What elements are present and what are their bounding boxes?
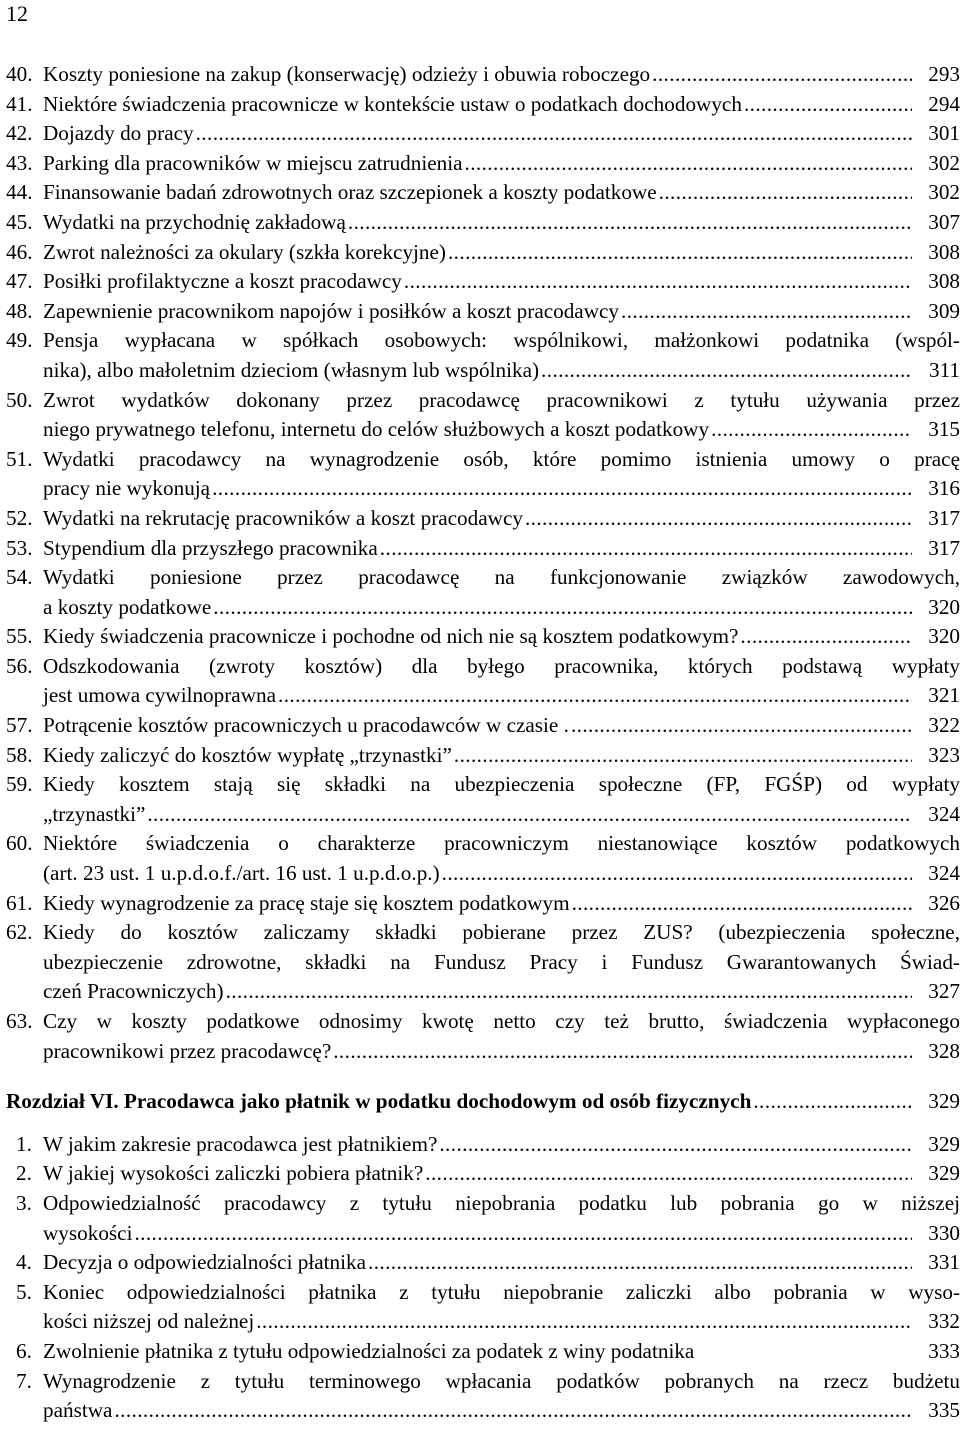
dot-leader	[276, 681, 912, 711]
toc-entry-page-number: 332	[928, 1309, 960, 1334]
toc-entry[interactable]	[0, 149, 960, 179]
toc-entry-text-line: Niektóre świadczenia o charakterze pracowniczym niestanowiące kosztów podatkowych	[43, 831, 960, 856]
dot-leader	[742, 90, 912, 120]
toc-entry-title: Kiedy świadczenia pracownicze i pochodne od nich nie są kosztem podatkowym?	[43, 624, 739, 649]
toc-entry-text-line: Kiedy do kosztów zaliczamy składki pobierane przez ZUS? (ubezpieczenia społeczne,	[43, 920, 960, 945]
toc-entry-number: 49.	[6, 328, 33, 353]
toc-entry-title: czeń Pracowniczych)	[43, 979, 224, 1004]
dot-leader	[254, 1307, 912, 1337]
toc-entry-page-number: 308	[928, 269, 960, 294]
toc-entry-title: Parking dla pracowników w miejscu zatrudnienia	[43, 150, 463, 175]
toc-entry-title: jest umowa cywilnoprawna	[43, 683, 277, 708]
toc-entry-text-line: Kiedy kosztem stają się składki na ubezpieczenia społeczne (FP, FGŚP) od wypłaty	[43, 772, 960, 797]
toc-entry-text-line: Wynagrodzenie z tytułu terminowego wpłacania podatków pobranych na rzecz budżetu	[43, 1368, 960, 1393]
dot-leader	[523, 504, 912, 534]
toc-entry-page-number: 321	[928, 683, 960, 708]
toc-entry[interactable]	[0, 1189, 960, 1248]
toc-entry-number: 58.	[6, 742, 33, 767]
toc-entry-number: 53.	[6, 535, 33, 560]
dot-leader	[145, 800, 912, 830]
toc-entry-page-number: 307	[928, 209, 960, 234]
toc-entry-title: Wydatki na rekrutację pracowników a koszt pracodawcy	[43, 505, 523, 530]
toc-entry-page-number: 316	[928, 476, 960, 501]
toc-entry-page-number: 324	[928, 861, 960, 886]
toc-entry[interactable]	[0, 1007, 960, 1066]
toc-entry-title: nika), albo małoletnim dzieciom (własnym lub wspólnika)	[43, 357, 540, 382]
toc-entry-page-number: 320	[928, 594, 960, 619]
toc-entry-title: kości niższej od należnej	[43, 1309, 255, 1334]
chapter-heading[interactable]	[0, 1087, 960, 1117]
page-number: 12	[6, 1, 28, 26]
chapter-page-number: 329	[928, 1089, 960, 1114]
dot-leader	[132, 1219, 912, 1249]
toc-entry-number: 56.	[6, 653, 33, 678]
toc-entry-page-number: 301	[928, 121, 960, 146]
toc-entry-text-line: Odszkodowania (zwroty kosztów) dla byłego pracownika, których podstawą wypłaty	[43, 653, 960, 678]
dot-leader	[657, 178, 912, 208]
toc-entry-text-line: ubezpieczenie zdrowotne, składki na Fundusz Pracy i Fundusz Gwarantowanych Świad-	[43, 949, 960, 974]
toc-entry[interactable]	[0, 889, 960, 919]
dot-leader	[569, 711, 912, 741]
toc-entry-title: państwa	[43, 1398, 113, 1423]
toc-entry-page-number: 317	[928, 505, 960, 530]
toc-entry-page-number: 333	[928, 1338, 960, 1363]
toc-entry-title: Zwrot należności za okulary (szkła korekcyjne)	[43, 239, 446, 264]
toc-entry-number: 45.	[6, 209, 33, 234]
toc-entry-title: W jakim zakresie pracodawca jest płatnikiem?	[43, 1131, 438, 1156]
toc-entry-number: 2.	[16, 1161, 32, 1186]
toc-entry-page-number: 335	[928, 1398, 960, 1423]
toc-entry-page-number: 324	[928, 801, 960, 826]
toc-entry-title: W jakiej wysokości zaliczki pobiera płatnik?	[43, 1161, 424, 1186]
dot-leader	[194, 119, 912, 149]
toc-entry-page-number: 308	[928, 239, 960, 264]
toc-entry-title: Zapewnienie pracownikom napojów i posiłków a koszt pracodawcy	[43, 298, 620, 323]
toc-entry-number: 54.	[6, 565, 33, 590]
toc-entry-page-number: 320	[928, 624, 960, 649]
dot-leader	[463, 149, 912, 179]
dot-leader	[211, 593, 912, 623]
dot-leader	[619, 297, 912, 327]
toc-entry-number: 50.	[6, 387, 33, 412]
toc-entry[interactable]	[0, 90, 960, 120]
toc-entry-number: 42.	[6, 121, 33, 146]
toc-section-chapter-vi	[0, 1130, 960, 1426]
toc-entry-title: Kiedy wynagrodzenie za pracę staje się kosztem podatkowym	[43, 890, 570, 915]
toc-entry-number: 40.	[6, 62, 33, 86]
toc-entry[interactable]	[0, 208, 960, 238]
dot-leader	[709, 415, 912, 445]
toc-entry-title: Kiedy zaliczyć do kosztów wypłatę „trzynastki”	[43, 742, 452, 767]
dot-leader	[738, 622, 912, 652]
toc-entry-number: 51.	[6, 446, 33, 471]
toc-entry-number: 47.	[6, 269, 33, 294]
toc-entry-number: 48.	[6, 298, 33, 323]
toc-entry-number: 57.	[6, 713, 33, 738]
toc-entry-number: 41.	[6, 91, 33, 116]
dot-leader	[440, 859, 912, 889]
toc-entry-number: 61.	[6, 890, 33, 915]
dot-leader	[570, 889, 912, 919]
toc-entry-page-number: 326	[928, 890, 960, 915]
toc-entry-page-number: 309	[928, 298, 960, 323]
toc-entry-page-number: 327	[928, 979, 960, 1004]
toc-entry-title: a koszty podatkowe	[43, 594, 212, 619]
toc-entry-page-number: 302	[928, 150, 960, 175]
toc-entry-page-number: 302	[928, 180, 960, 205]
toc-entry[interactable]	[0, 386, 960, 445]
toc-entry[interactable]	[0, 652, 960, 711]
toc-entry[interactable]	[0, 504, 960, 534]
toc-entry-number: 3.	[16, 1190, 32, 1215]
toc-entry-title: „trzynastki”	[43, 801, 146, 826]
toc-entry-number: 63.	[6, 1009, 33, 1033]
dot-leader	[346, 208, 912, 238]
toc-entry[interactable]	[0, 622, 960, 652]
toc-entry-page-number: 294	[928, 91, 960, 116]
toc-entry[interactable]	[0, 326, 960, 385]
toc-entry[interactable]	[0, 563, 960, 622]
toc-entry-page-number: 322	[928, 713, 960, 738]
toc-entry-title: pracownikowi przez pracodawcę?	[43, 1038, 332, 1063]
dot-leader	[437, 1130, 912, 1160]
toc-entry-title: pracy nie wykonują	[43, 476, 211, 501]
chapter-title: Rozdział VI. Pracodawca jako płatnik w podatku dochodowym od osób fizycznych	[6, 1089, 752, 1114]
toc-entry-title: Decyzja o odpowiedzialności płatnika	[43, 1250, 366, 1275]
toc-entry-title: Koszty poniesione na zakup (konserwację) odzieży i obuwia roboczego	[43, 62, 651, 86]
dot-leader	[402, 267, 912, 297]
dot-leader	[378, 534, 912, 564]
toc-entry-page-number: 328	[928, 1038, 960, 1063]
toc-entry-page-number: 330	[928, 1220, 960, 1245]
dot-leader	[650, 60, 912, 90]
dot-leader	[423, 1159, 912, 1189]
toc-entry[interactable]	[0, 1248, 960, 1278]
toc-entry-text-line: Koniec odpowiedzialności płatnika z tytułu niepobranie zaliczki albo pobrania w wyso-	[43, 1279, 960, 1304]
toc-entry-text-line: Zwrot wydatków dokonany przez pracodawcę pracownikowi z tytułu używania przez	[43, 387, 960, 412]
toc-entry-number: 46.	[6, 239, 33, 264]
toc-entry[interactable]	[0, 178, 960, 208]
toc-entry[interactable]	[0, 1337, 960, 1367]
toc-entry-number: 1.	[16, 1131, 32, 1156]
toc-entry-page-number: 329	[928, 1161, 960, 1186]
toc-entry[interactable]	[0, 711, 960, 741]
toc-entry[interactable]	[0, 770, 960, 829]
dot-leader	[331, 1037, 912, 1067]
toc-entry[interactable]	[0, 829, 960, 888]
toc-entry[interactable]	[0, 918, 960, 1007]
toc-entry-number: 60.	[6, 831, 33, 856]
toc-entry[interactable]	[0, 1159, 960, 1189]
dot-leader	[366, 1248, 912, 1278]
toc-entry[interactable]	[0, 445, 960, 504]
toc-entry-page-number: 293	[928, 62, 960, 86]
toc-entry-number: 43.	[6, 150, 33, 175]
toc-entry-title: Potrącenie kosztów pracowniczych u pracodawców w czasie .	[43, 713, 569, 738]
toc-entry[interactable]	[0, 1278, 960, 1337]
toc-entry[interactable]	[0, 1130, 960, 1160]
toc-entry-number: 59.	[6, 772, 33, 797]
toc-entry-title: Posiłki profilaktyczne a koszt pracodawcy	[43, 269, 402, 294]
toc-entry-page-number: 317	[928, 535, 960, 560]
toc-entry-title: niego prywatnego telefonu, internetu do celów służbowych a koszt podatkowy	[43, 417, 710, 442]
dot-leader	[539, 356, 912, 386]
toc-entry-title: Stypendium dla przyszłego pracownika	[43, 535, 378, 560]
toc-entry-text-line: Pensja wypłacana w spółkach osobowych: wspólnikowi, małżonkowi podatnika (wspól-	[43, 328, 960, 353]
toc-entry[interactable]	[0, 267, 960, 297]
toc-entry-number: 4.	[16, 1250, 32, 1275]
toc-section-chapter-v	[0, 60, 960, 1066]
toc-entry-page-number: 311	[929, 357, 960, 382]
toc-entry[interactable]	[0, 297, 960, 327]
toc-entry-page-number: 323	[928, 742, 960, 767]
toc-entry-number: 55.	[6, 624, 33, 649]
toc-entry-text-line: Wydatki pracodawcy na wynagrodzenie osób, które pomimo istnienia umowy o pracę	[43, 446, 960, 471]
toc-entry[interactable]	[0, 1367, 960, 1426]
toc-entry-title: Niektóre świadczenia pracownicze w kontekście ustaw o podatkach dochodowych	[43, 91, 742, 116]
toc-entry-page-number: 329	[928, 1131, 960, 1156]
toc-entry-number: 52.	[6, 505, 33, 530]
toc-entry-page-number: 331	[928, 1250, 960, 1275]
toc-entry-text-line: Odpowiedzialność pracodawcy z tytułu niepobrania podatku lub pobrania go w niższej	[43, 1190, 960, 1215]
toc-entry-page-number: 315	[928, 417, 960, 442]
toc-entry[interactable]	[0, 741, 960, 771]
toc-entry-number: 44.	[6, 180, 33, 205]
toc-entry[interactable]	[0, 238, 960, 268]
toc-entry-number: 7.	[16, 1368, 32, 1393]
toc-entry-text-line: Wydatki poniesione przez pracodawcę na funkcjonowanie związków zawodowych,	[43, 565, 960, 590]
toc-entry-number: 6.	[16, 1338, 32, 1363]
toc-entry-title: Wydatki na przychodnię zakładową	[43, 209, 346, 234]
toc-entry-text-line: Czy w koszty podatkowe odnosimy kwotę netto czy też brutto, świadczenia wypłaconego	[43, 1009, 960, 1033]
toc-entry-title: Dojazdy do pracy	[43, 121, 194, 146]
table-of-contents	[0, 60, 960, 1426]
toc-entry-title: Zwolnienie płatnika z tytułu odpowiedzialności za podatek z winy podatnika	[43, 1338, 695, 1363]
toc-entry-title: wysokości	[43, 1220, 133, 1245]
toc-entry-title: (art. 23 ust. 1 u.p.d.o.f./art. 16 ust. 1 u.p.d.o.p.)	[43, 861, 440, 886]
toc-entry[interactable]	[0, 119, 960, 149]
toc-entry-title: Finansowanie badań zdrowotnych oraz szczepionek a koszty podatkowe	[43, 180, 657, 205]
dot-leader	[452, 741, 912, 771]
dot-leader	[210, 474, 912, 504]
toc-entry[interactable]	[0, 534, 960, 564]
toc-entry-number: 62.	[6, 920, 33, 945]
dot-leader	[224, 977, 912, 1007]
toc-entry[interactable]	[0, 60, 960, 90]
dot-leader	[112, 1396, 912, 1426]
dot-leader	[751, 1087, 912, 1117]
dot-leader	[446, 238, 912, 268]
toc-entry-number: 5.	[16, 1279, 32, 1304]
